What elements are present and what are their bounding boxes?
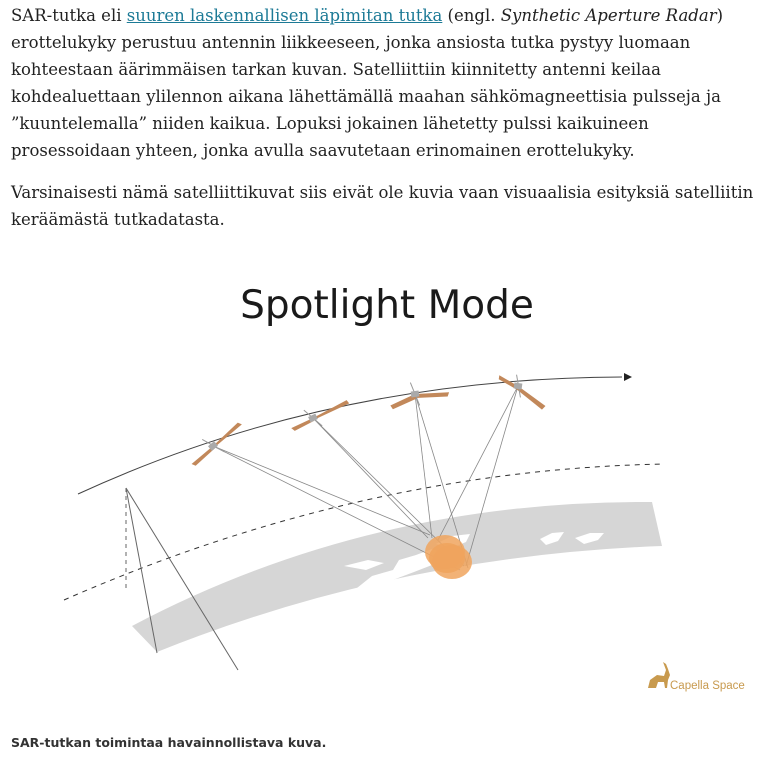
- satellite-icon: [184, 414, 248, 474]
- figure-caption: SAR-tutkan toimintaa havainnollistava kuva.: [11, 735, 327, 750]
- satellite-icon: [388, 377, 451, 409]
- article-body: [11, 2, 756, 233]
- spotlight-mode-illustration: [0, 270, 763, 710]
- satellite-icon: [287, 392, 353, 439]
- capella-space-logo: [648, 662, 745, 692]
- ibex-icon: [648, 662, 670, 688]
- figure-title: Spotlight Mode: [240, 283, 534, 328]
- sar-term: Synthetic Aperture Radar: [500, 6, 717, 25]
- orbit-path: [78, 377, 622, 494]
- satellite-icon: [495, 372, 549, 410]
- orbit-arrow-icon: [624, 373, 632, 381]
- sar-wiki-link[interactable]: suuren laskennallisen läpimitan tutka: [126, 6, 443, 25]
- paragraph-sar-intro: SAR-tutka eli suuren laskennallisen läpimitan tutka (engl. Synthetic Aperture Radar) erottelukyky perustuu antennin liikkeeseen, jonka ansiosta tutka pystyy luomaan kohteestaan äärimmäisen tarkan kuvan. Satelliittiin kiinnitetty antenni keilaa kohdealuettaan ylilennon aikana lähettämällä maahan sähkömagneettisia pulsseja ja ”kuuntelemalla” niiden kaikua. Lopuksi jokainen lähetetty pulssi kaikuineen prosessoidaan yhteen, jonka avulla saavutetaan erinomainen erottelukyky.: [11, 6, 724, 160]
- paragraph-radar-data: Varsinaisesti nämä satelliittikuvat siis eivät ole kuvia vaan visuaalisia esityksiä satelliitin keräämästä tutkadatasta.: [11, 183, 754, 229]
- capella-credit: Capella Space: [670, 680, 745, 692]
- nadir-lines: [126, 488, 238, 670]
